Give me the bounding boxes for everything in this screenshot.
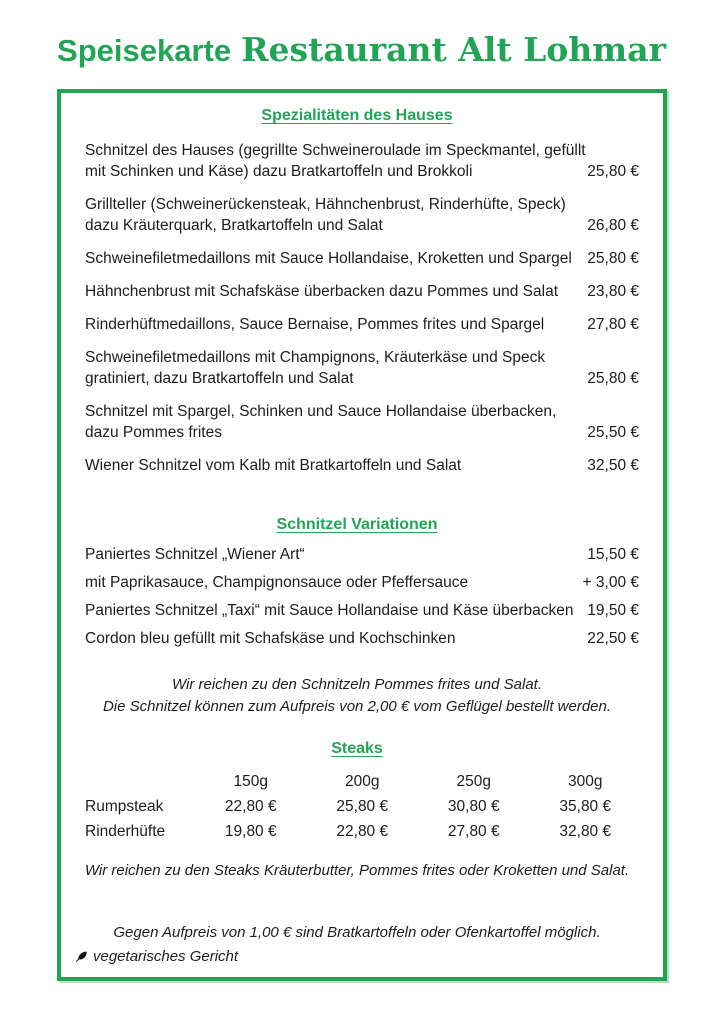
weight-header: 150g: [233, 773, 268, 790]
item-name: Cordon bleu gefüllt mit Schafskäse und Kochschinken: [85, 630, 456, 647]
schnitzel-note-line: Wir reichen zu den Schnitzeln Pommes frites und Salat.: [171, 676, 543, 693]
steak-price: 22,80 €: [224, 798, 277, 815]
steaks-note: Wir reichen zu den Steaks Kräuterbutter, Pommes frites oder Kroketten und Salat.: [84, 862, 630, 879]
menu-item: [75, 455, 639, 476]
steak-price: 22,80 €: [336, 823, 389, 840]
item-price: 27,80 €: [587, 316, 639, 333]
schnitzel-note-line: Die Schnitzel können zum Aufpreis von 2,00 € vom Geflügel bestellt werden.: [102, 698, 612, 715]
menu-item: [75, 140, 639, 182]
steaks-table: [85, 771, 641, 842]
item-price: 25,80 €: [587, 163, 639, 180]
item-price: 19,50 €: [587, 602, 639, 619]
menu-item: [75, 628, 639, 649]
steak-price: 19,80 €: [224, 823, 277, 840]
item-name: Schweinefiletmedaillons mit Champignons, Kräuterkäse und Speck gratiniert, dazu Bratkartoffeln und Salat: [85, 349, 546, 387]
weight-header: 300g: [568, 773, 603, 790]
item-price: 15,50 €: [587, 546, 639, 563]
item-name: Rinderhüftmedaillons, Sauce Bernaise, Pommes frites und Spargel: [85, 316, 545, 333]
item-name: Paniertes Schnitzel „Wiener Art“: [85, 546, 305, 563]
item-price: 25,80 €: [587, 370, 639, 387]
menu-item: [75, 401, 639, 443]
menu-footer: [75, 922, 639, 965]
steak-price: 35,80 €: [559, 798, 612, 815]
item-price: + 3,00 €: [582, 574, 639, 591]
steaks-table-corner: [85, 771, 195, 792]
item-price: 25,80 €: [587, 250, 639, 267]
leaf-icon: [75, 950, 88, 963]
steak-price: 30,80 €: [447, 798, 500, 815]
item-price: 22,50 €: [587, 630, 639, 647]
item-price: 25,50 €: [587, 424, 639, 441]
menu-item: [75, 600, 639, 621]
menu-item: [75, 314, 639, 335]
title-restaurant-name: Restaurant Alt Lohmar: [241, 30, 666, 69]
menu-border-box: [57, 89, 667, 981]
menu-item: [75, 572, 639, 593]
item-name: Wiener Schnitzel vom Kalb mit Bratkartoffeln und Salat: [85, 457, 462, 474]
item-name: Schnitzel mit Spargel, Schinken und Sauce Hollandaise überbacken, dazu Pommes frites: [85, 403, 557, 441]
section-heading-schnitzel-variationen: Schnitzel Variationen: [276, 516, 438, 533]
item-price: 23,80 €: [587, 283, 639, 300]
item-name: Schnitzel des Hauses (gegrillte Schweineroulade im Speckmantel, gefüllt mit Schinken und Käse) dazu Bratkartoffeln und Brokkoli: [85, 142, 586, 180]
section-spezialitaeten: [75, 140, 639, 488]
title-speisekarte: Speisekarte: [57, 33, 232, 68]
weight-header: 250g: [456, 773, 491, 790]
menu-item: [75, 248, 639, 269]
item-price: 32,50 €: [587, 457, 639, 474]
steak-price: 25,80 €: [336, 798, 389, 815]
item-name: Grillteller (Schweinerückensteak, Hähnchenbrust, Rinderhüfte, Speck) dazu Kräuterquark, Bratkartoffeln und Salat: [85, 196, 566, 234]
item-name: Hähnchenbrust mit Schafskäse überbacken dazu Pommes und Salat: [85, 283, 559, 300]
menu-item: [75, 544, 639, 565]
item-name: Schweinefiletmedaillons mit Sauce Hollandaise, Kroketten und Spargel: [85, 250, 572, 267]
surcharge-note: Gegen Aufpreis von 1,00 € sind Bratkartoffeln oder Ofenkartoffel möglich.: [113, 924, 601, 941]
section-schnitzel-variationen: [75, 544, 639, 656]
steak-price: 32,80 €: [559, 823, 612, 840]
schnitzel-notes: [75, 674, 639, 718]
menu-item: [75, 194, 639, 236]
section-heading-steaks: Steaks: [331, 740, 383, 757]
steak-row-label: Rumpsteak: [85, 798, 164, 815]
item-name: mit Paprikasauce, Champignonsauce oder Pfeffersauce: [85, 574, 469, 591]
page-title: [0, 30, 723, 69]
item-price: 26,80 €: [587, 217, 639, 234]
weight-header: 200g: [345, 773, 380, 790]
menu-item: [75, 281, 639, 302]
steak-price: 27,80 €: [447, 823, 500, 840]
menu-item: [75, 347, 639, 389]
section-heading-spezialitaeten: Spezialitäten des Hauses: [261, 107, 453, 124]
item-name: Paniertes Schnitzel „Taxi“ mit Sauce Hollandaise und Käse überbacken: [85, 602, 574, 619]
vegetarian-legend-text: vegetarisches Gericht: [93, 948, 239, 965]
steak-row-label: Rinderhüfte: [85, 823, 166, 840]
vegetarian-legend: [75, 948, 639, 965]
